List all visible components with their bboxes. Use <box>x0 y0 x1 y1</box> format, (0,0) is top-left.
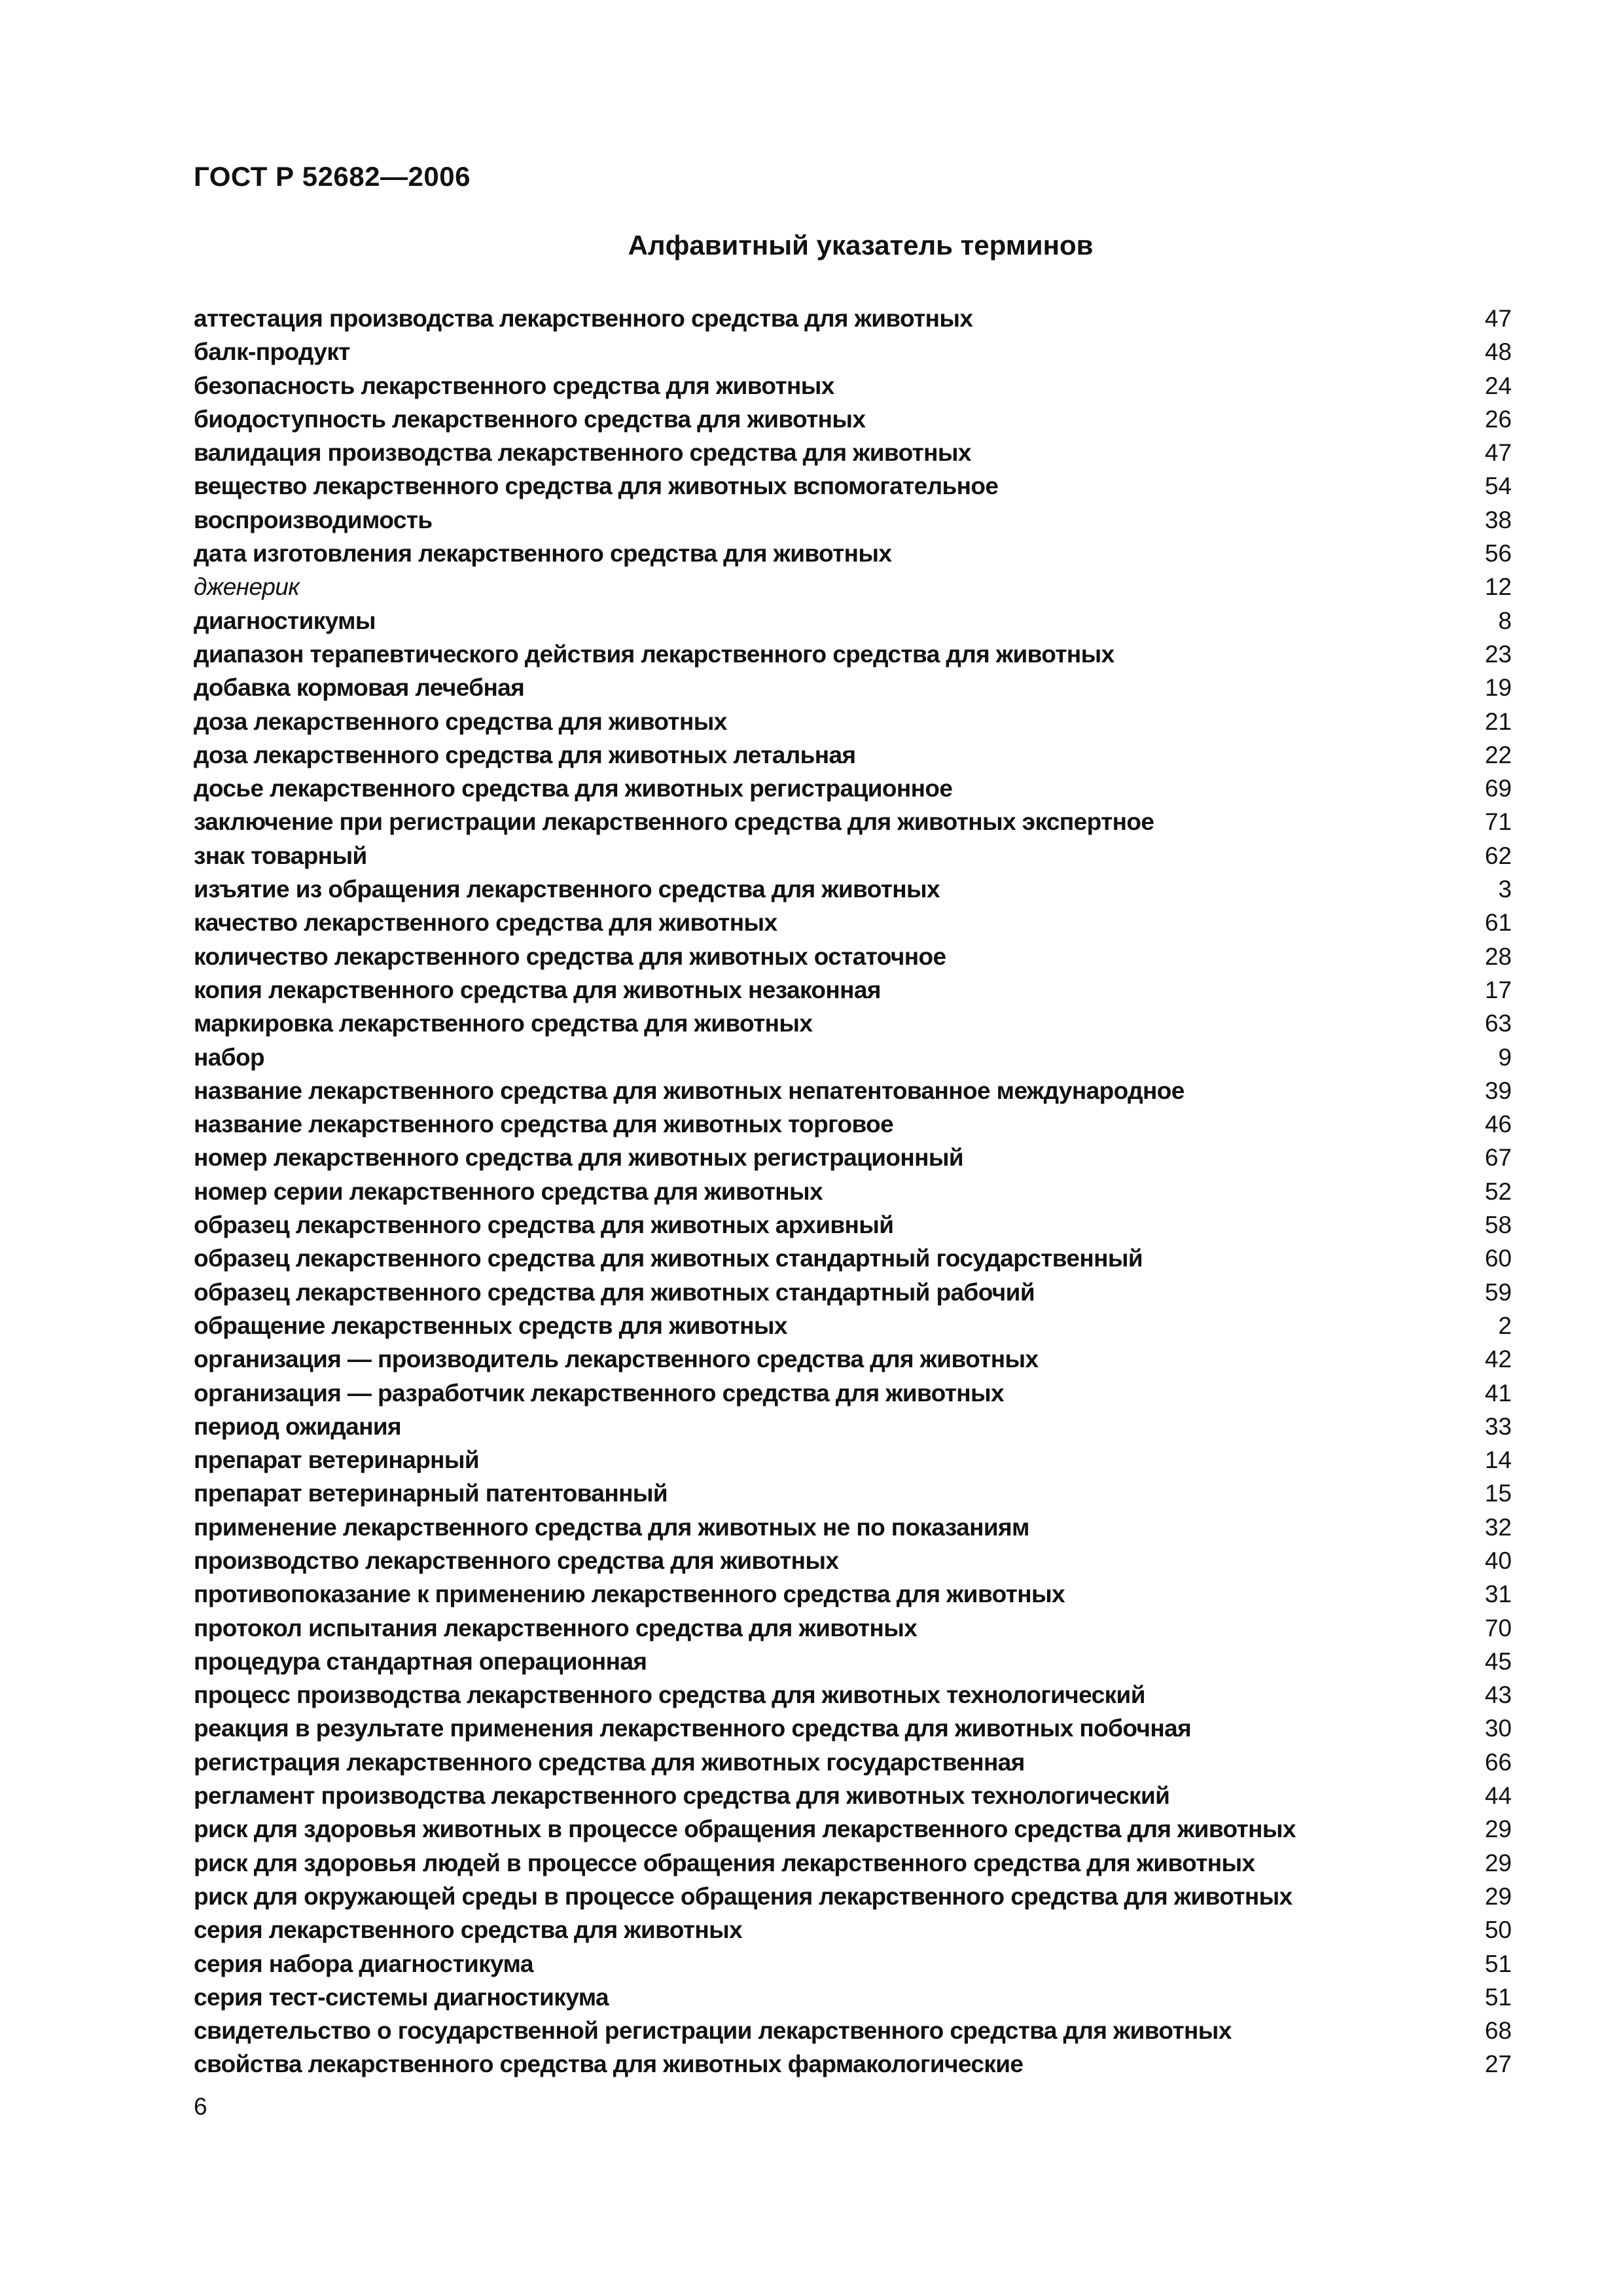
index-term-number: 19 <box>1484 674 1512 702</box>
index-term: аттестация производства лекарственного средства для животных <box>194 305 973 332</box>
index-entry <box>194 1611 1512 1645</box>
index-term-number: 71 <box>1484 808 1512 836</box>
page-title: Алфавитный указатель терминов <box>628 230 1094 260</box>
index-entry <box>194 872 1512 906</box>
index-term-number: 68 <box>1484 2017 1512 2045</box>
index-term: изъятие из обращения лекарственного средства для животных <box>194 876 940 903</box>
index-term-number: 62 <box>1484 842 1512 869</box>
index-term: серия тест-системы диагностикума <box>194 1983 609 2011</box>
index-term: номер серии лекарственного средства для животных <box>194 1177 823 1205</box>
index-entry <box>194 570 1512 603</box>
index-entry <box>194 369 1512 403</box>
index-term: регистрация лекарственного средства для животных государственная <box>194 1748 1025 1776</box>
index-term-number: 3 <box>1498 876 1512 903</box>
index-entry <box>194 604 1512 637</box>
index-entry <box>194 1141 1512 1174</box>
index-term: препарат ветеринарный <box>194 1446 480 1474</box>
page-number: 6 <box>194 2093 207 2120</box>
term-index-list <box>194 302 1512 2081</box>
index-term: воспроизводимость <box>194 506 433 533</box>
index-term: валидация производства лекарственного средства для животных <box>194 439 971 467</box>
index-term-number: 9 <box>1498 1043 1512 1071</box>
index-term: заключение при регистрации лекарственного средства для животных экспертное <box>194 808 1154 836</box>
index-term: знак товарный <box>194 842 367 869</box>
index-entry <box>194 1041 1512 1074</box>
index-entry <box>194 1746 1512 1779</box>
index-term-number: 48 <box>1484 338 1512 366</box>
index-entry <box>194 2014 1512 2047</box>
index-term: противопоказание к применению лекарственного средства для животных <box>194 1581 1065 1608</box>
index-term: обращение лекарственных средств для животных <box>194 1312 787 1339</box>
index-term: риск для здоровья животных в процессе обращения лекарственного средства для животных <box>194 1816 1296 1843</box>
index-term: применение лекарственного средства для животных не по показаниям <box>194 1513 1029 1541</box>
index-term: организация — производитель лекарственного средства для животных <box>194 1346 1039 1373</box>
index-term: добавка кормовая лечебная <box>194 674 525 702</box>
index-entry <box>194 302 1512 335</box>
index-term-number: 12 <box>1484 573 1512 601</box>
index-entry <box>194 1981 1512 2014</box>
index-term: набор <box>194 1043 264 1071</box>
index-entry <box>194 705 1512 738</box>
index-term-number: 26 <box>1484 405 1512 433</box>
index-term: диагностикумы <box>194 607 376 634</box>
index-entry <box>194 1242 1512 1275</box>
index-term-number: 61 <box>1484 909 1512 937</box>
index-entry <box>194 772 1512 805</box>
index-term-number: 23 <box>1484 640 1512 668</box>
index-term: риск для окружающей среды в процессе обращения лекарственного средства для животных <box>194 1882 1293 1910</box>
index-entry <box>194 403 1512 436</box>
index-term-number: 40 <box>1484 1547 1512 1574</box>
index-term-number: 51 <box>1484 1950 1512 1977</box>
index-term-number: 32 <box>1484 1513 1512 1541</box>
index-term-number: 29 <box>1484 1816 1512 1843</box>
index-term-number: 29 <box>1484 1849 1512 1876</box>
index-term-number: 28 <box>1484 942 1512 970</box>
index-term-number: 63 <box>1484 1010 1512 1037</box>
index-term-number: 47 <box>1484 305 1512 332</box>
index-term: образец лекарственного средства для животных стандартный рабочий <box>194 1278 1035 1306</box>
index-entry <box>194 1208 1512 1242</box>
index-term: доза лекарственного средства для животных <box>194 708 727 735</box>
index-entry <box>194 1645 1512 1678</box>
index-entry <box>194 1007 1512 1040</box>
index-entry <box>194 1477 1512 1510</box>
index-term-number: 22 <box>1484 741 1512 768</box>
index-entry <box>194 2047 1512 2081</box>
index-entry <box>194 1342 1512 1376</box>
index-entry <box>194 1947 1512 1981</box>
index-term-number: 14 <box>1484 1446 1512 1474</box>
index-term: регламент производства лекарственного средства для животных технологический <box>194 1782 1170 1810</box>
index-term-number: 39 <box>1484 1077 1512 1104</box>
index-term-number: 44 <box>1484 1782 1512 1810</box>
index-entry <box>194 1678 1512 1712</box>
index-term-number: 42 <box>1484 1346 1512 1373</box>
index-term: свидетельство о государственной регистрации лекарственного средства для животных <box>194 2017 1232 2045</box>
index-entry <box>194 335 1512 368</box>
index-entry <box>194 503 1512 537</box>
index-term-number: 33 <box>1484 1412 1512 1440</box>
index-term-number: 56 <box>1484 540 1512 567</box>
index-term: образец лекарственного средства для животных архивный <box>194 1211 894 1239</box>
index-term-number: 69 <box>1484 775 1512 802</box>
index-entry <box>194 1846 1512 1880</box>
index-term: серия лекарственного средства для животных <box>194 1916 743 1944</box>
index-term-number: 52 <box>1484 1177 1512 1205</box>
index-term: организация — разработчик лекарственного средства для животных <box>194 1379 1004 1407</box>
index-term-number: 51 <box>1484 1983 1512 2011</box>
index-term: процесс производства лекарственного средства для животных технологический <box>194 1681 1145 1709</box>
index-term-number: 24 <box>1484 372 1512 399</box>
document-header: ГОСТ Р 52682—2006 <box>194 161 471 192</box>
index-term-number: 21 <box>1484 708 1512 735</box>
index-entry <box>194 738 1512 772</box>
index-entry <box>194 973 1512 1007</box>
index-term-number: 43 <box>1484 1681 1512 1709</box>
index-entry <box>194 637 1512 671</box>
index-term: биодоступность лекарственного средства для животных <box>194 405 866 433</box>
index-term-number: 70 <box>1484 1614 1512 1641</box>
index-entry <box>194 1544 1512 1577</box>
index-term-number: 58 <box>1484 1211 1512 1239</box>
index-term: риск для здоровья людей в процессе обращения лекарственного средства для животных <box>194 1849 1255 1876</box>
index-term: дата изготовления лекарственного средства для животных <box>194 540 892 567</box>
index-entry <box>194 1276 1512 1309</box>
index-term-number: 66 <box>1484 1748 1512 1776</box>
index-entry <box>194 1175 1512 1208</box>
index-entry <box>194 1577 1512 1611</box>
index-term: количество лекарственного средства для животных остаточное <box>194 942 946 970</box>
index-term: диапазон терапевтического действия лекарственного средства для животных <box>194 640 1115 668</box>
index-entry <box>194 537 1512 570</box>
index-term: вещество лекарственного средства для животных вспомогательное <box>194 473 999 500</box>
index-entry <box>194 1779 1512 1812</box>
index-term: досье лекарственного средства для животных регистрационное <box>194 775 953 802</box>
index-term: протокол испытания лекарственного средства для животных <box>194 1614 918 1641</box>
index-term: реакция в результате применения лекарственного средства для животных побочная <box>194 1715 1192 1742</box>
index-entry <box>194 1074 1512 1107</box>
index-term-number: 45 <box>1484 1647 1512 1675</box>
index-term-number: 38 <box>1484 506 1512 533</box>
index-term-number: 2 <box>1498 1312 1512 1339</box>
index-term: дженерик <box>194 573 300 601</box>
index-term: серия набора диагностикума <box>194 1950 533 1977</box>
index-term-number: 27 <box>1484 2051 1512 2078</box>
index-entry <box>194 671 1512 704</box>
index-term: образец лекарственного средства для животных стандартный государственный <box>194 1245 1143 1272</box>
index-term: название лекарственного средства для животных непатентованное международное <box>194 1077 1185 1104</box>
index-term-number: 17 <box>1484 976 1512 1003</box>
index-term: балк-продукт <box>194 338 350 366</box>
index-term: номер лекарственного средства для животных регистрационный <box>194 1144 964 1172</box>
index-term: маркировка лекарственного средства для животных <box>194 1010 813 1037</box>
index-entry <box>194 1376 1512 1410</box>
index-entry <box>194 1880 1512 1913</box>
index-term-number: 41 <box>1484 1379 1512 1407</box>
index-entry <box>194 940 1512 973</box>
index-term-number: 8 <box>1498 607 1512 634</box>
index-entry <box>194 1107 1512 1141</box>
index-entry <box>194 1443 1512 1477</box>
index-term: производство лекарственного средства для животных <box>194 1547 839 1574</box>
index-term-number: 30 <box>1484 1715 1512 1742</box>
index-entry <box>194 1511 1512 1544</box>
index-term: процедура стандартная операционная <box>194 1647 647 1675</box>
index-term-number: 47 <box>1484 439 1512 467</box>
index-entry <box>194 1309 1512 1342</box>
index-term-number: 59 <box>1484 1278 1512 1306</box>
index-term-number: 60 <box>1484 1245 1512 1272</box>
index-term-number: 54 <box>1484 473 1512 500</box>
index-term: доза лекарственного средства для животных летальная <box>194 741 856 768</box>
index-entry <box>194 906 1512 939</box>
index-term: период ожидания <box>194 1412 401 1440</box>
index-term-number: 46 <box>1484 1111 1512 1138</box>
index-term: название лекарственного средства для животных торговое <box>194 1111 894 1138</box>
index-term-number: 29 <box>1484 1882 1512 1910</box>
index-term: свойства лекарственного средства для животных фармакологические <box>194 2051 1024 2078</box>
index-entry <box>194 1410 1512 1443</box>
index-term-number: 15 <box>1484 1480 1512 1507</box>
index-entry <box>194 1712 1512 1745</box>
index-term: копия лекарственного средства для животных незаконная <box>194 976 881 1003</box>
index-term-number: 67 <box>1484 1144 1512 1172</box>
index-entry <box>194 1913 1512 1946</box>
index-entry <box>194 805 1512 838</box>
index-term-number: 31 <box>1484 1581 1512 1608</box>
index-entry <box>194 839 1512 872</box>
index-entry <box>194 1812 1512 1846</box>
index-term: качество лекарственного средства для животных <box>194 909 777 937</box>
index-term-number: 50 <box>1484 1916 1512 1944</box>
index-term: препарат ветеринарный патентованный <box>194 1480 668 1507</box>
index-entry <box>194 469 1512 503</box>
index-entry <box>194 436 1512 469</box>
index-term: безопасность лекарственного средства для животных <box>194 372 834 399</box>
